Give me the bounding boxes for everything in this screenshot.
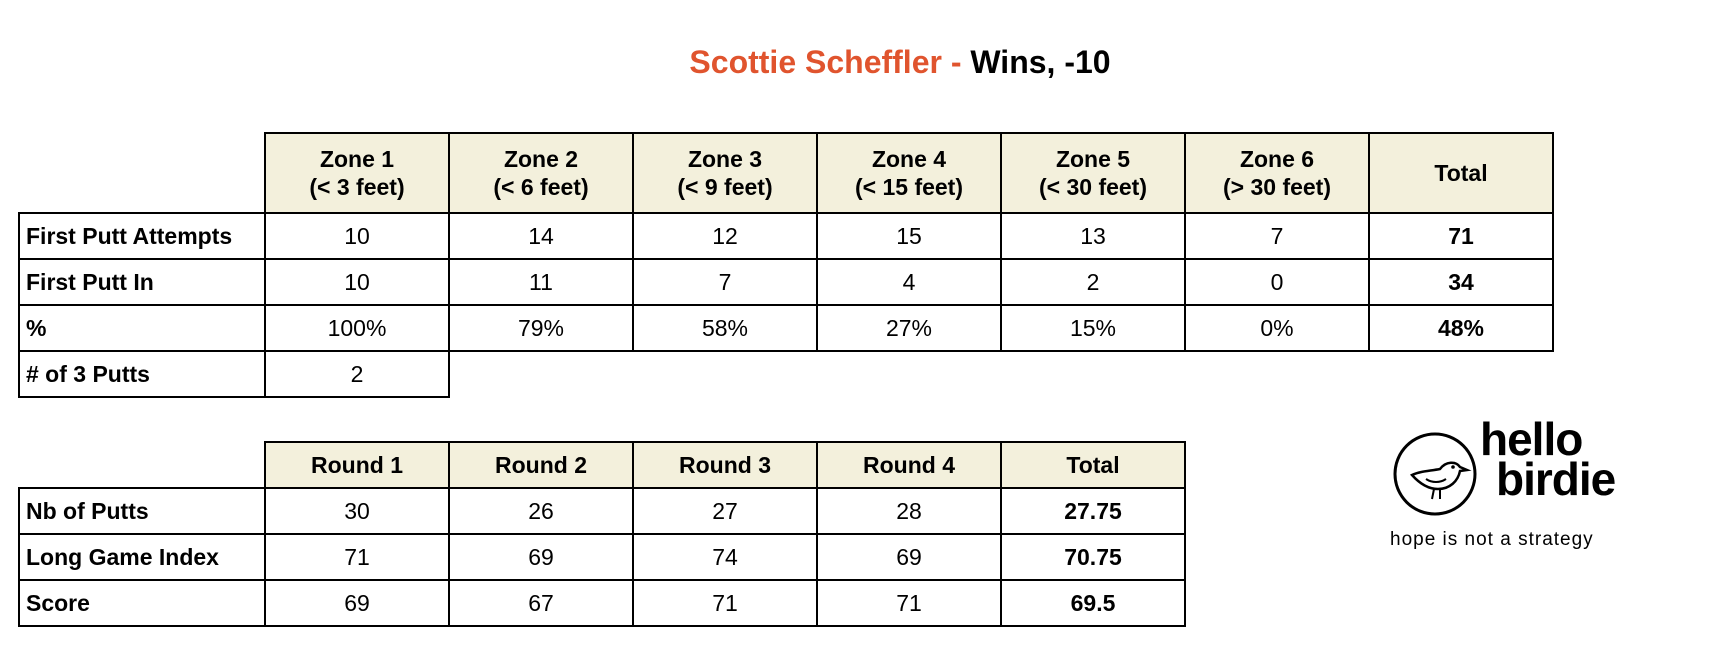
table-cell: 13 (1001, 213, 1185, 259)
row-label: Long Game Index (19, 534, 265, 580)
table-cell: 28 (817, 488, 1001, 534)
zone-5-header (1001, 133, 1185, 213)
table-cell: 58% (633, 305, 817, 351)
table-cell: 11 (449, 259, 633, 305)
rounds-table (18, 441, 1186, 627)
page-title (0, 44, 1720, 81)
total-cell: 48% (1369, 305, 1553, 351)
rounds-corner (19, 442, 265, 488)
player-name: Scottie Scheffler (689, 44, 942, 80)
putting-zones-table (18, 132, 1554, 398)
table-cell: 71 (633, 580, 817, 626)
table-cell: 7 (1185, 213, 1369, 259)
table-cell: 30 (265, 488, 449, 534)
row-label: % (19, 305, 265, 351)
total-cell: 71 (1369, 213, 1553, 259)
zones-header-row (19, 133, 1553, 213)
row-label: Score (19, 580, 265, 626)
table-cell: 26 (449, 488, 633, 534)
logo-word-hello: hello (1480, 413, 1583, 465)
zones-corner (19, 133, 265, 213)
title-separator: - (941, 44, 971, 80)
table-cell: 10 (265, 259, 449, 305)
logo-wordmark (1480, 413, 1616, 505)
zone-title: Zone 6 (1239, 146, 1315, 172)
zone-title: Zone 3 (687, 146, 763, 172)
table-cell: 69 (265, 580, 449, 626)
table-cell: 7 (633, 259, 817, 305)
row-label: Nb of Putts (19, 488, 265, 534)
zone-range: (< 15 feet) (854, 174, 963, 200)
zone-title: Zone 1 (319, 146, 395, 172)
table-cell: 79% (449, 305, 633, 351)
total-cell: 34 (1369, 259, 1553, 305)
row-label: First Putt In (19, 259, 265, 305)
table-cell: 71 (265, 534, 449, 580)
table-row (19, 259, 1553, 305)
table-cell: 0 (1185, 259, 1369, 305)
table-cell: 10 (265, 213, 449, 259)
table-cell: 27 (633, 488, 817, 534)
row-label: # of 3 Putts (19, 351, 265, 397)
table-cell: 27% (817, 305, 1001, 351)
table-cell: 15% (1001, 305, 1185, 351)
table-cell: 2 (265, 351, 449, 397)
table-cell: 12 (633, 213, 817, 259)
zone-title: Zone 2 (503, 146, 579, 172)
table-cell: 2 (1001, 259, 1185, 305)
table-row (19, 534, 1185, 580)
table-cell: 71 (817, 580, 1001, 626)
round-4-header: Round 4 (817, 442, 1001, 488)
table-cell: 74 (633, 534, 817, 580)
table-row (19, 305, 1553, 351)
table-row (19, 213, 1553, 259)
round-2-header: Round 2 (449, 442, 633, 488)
zone-3-header (633, 133, 817, 213)
zone-range: (< 6 feet) (493, 174, 589, 200)
tournament-result: Wins, -10 (970, 44, 1111, 80)
zone-range: (< 3 feet) (309, 174, 405, 200)
zone-range: (> 30 feet) (1222, 174, 1331, 200)
hello-birdie-logo (1380, 413, 1620, 561)
table-row (19, 488, 1185, 534)
table-row (19, 580, 1185, 626)
zones-total-header: Total (1369, 133, 1553, 213)
table-row (19, 351, 1553, 397)
table-cell: 14 (449, 213, 633, 259)
table-cell: 0% (1185, 305, 1369, 351)
round-3-header: Round 3 (633, 442, 817, 488)
zone-2-header (449, 133, 633, 213)
table-cell: 15 (817, 213, 1001, 259)
bird-icon (1392, 431, 1478, 517)
table-cell: 4 (817, 259, 1001, 305)
total-cell: 27.75 (1001, 488, 1185, 534)
total-cell: 69.5 (1001, 580, 1185, 626)
zone-4-header (817, 133, 1001, 213)
rounds-total-header: Total (1001, 442, 1185, 488)
table-cell: 67 (449, 580, 633, 626)
zone-1-header (265, 133, 449, 213)
zone-range: (< 9 feet) (677, 174, 773, 200)
table-cell: 100% (265, 305, 449, 351)
rounds-header-row (19, 442, 1185, 488)
round-1-header: Round 1 (265, 442, 449, 488)
zone-title: Zone 5 (1055, 146, 1131, 172)
table-cell: 69 (449, 534, 633, 580)
zone-title: Zone 4 (871, 146, 947, 172)
zone-range: (< 30 feet) (1038, 174, 1147, 200)
zone-6-header (1185, 133, 1369, 213)
table-cell: 69 (817, 534, 1001, 580)
logo-tagline: hope is not a strategy (1390, 529, 1594, 550)
logo-word-birdie: birdie (1496, 453, 1616, 505)
total-cell: 70.75 (1001, 534, 1185, 580)
empty-area (449, 351, 1553, 397)
row-label: First Putt Attempts (19, 213, 265, 259)
